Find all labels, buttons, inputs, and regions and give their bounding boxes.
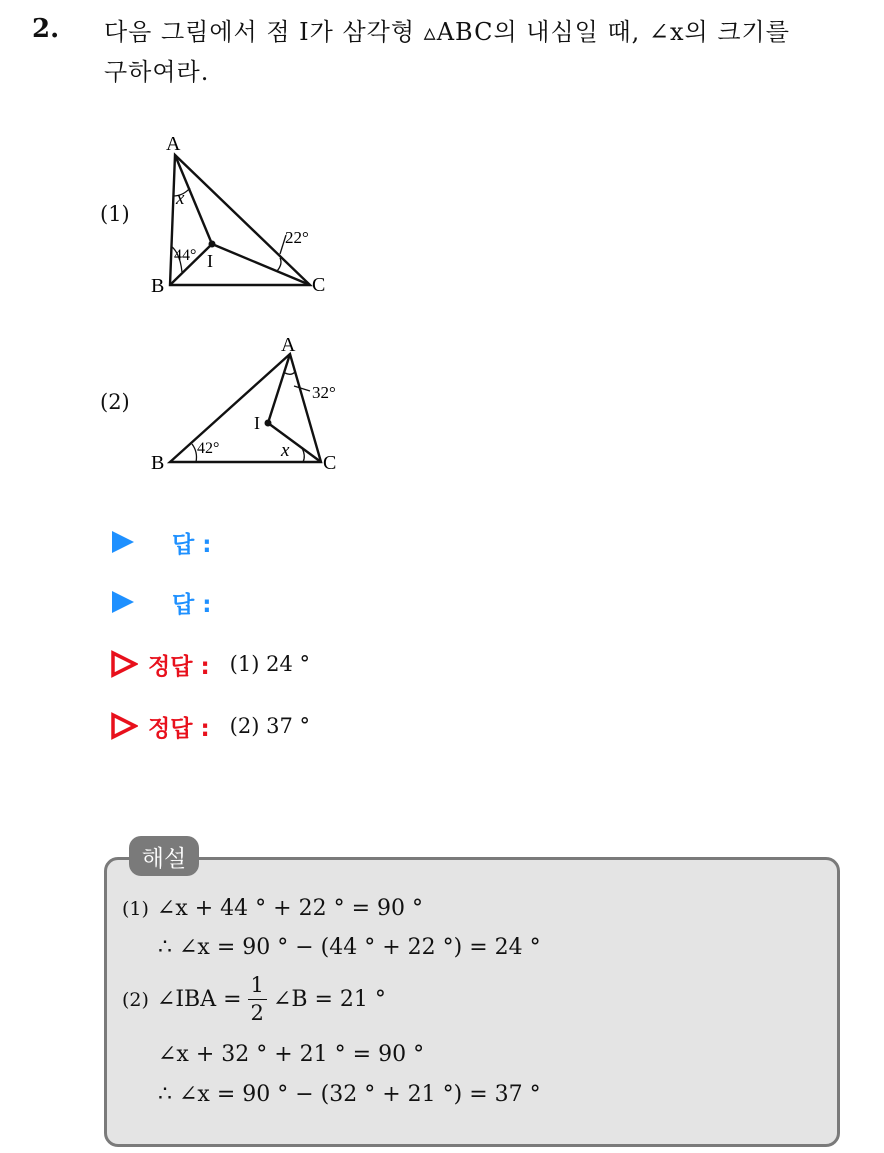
blue-play-icon [110, 589, 136, 615]
solution-p1-tag: (1) [122, 897, 149, 920]
figure2-label: (2) [100, 390, 130, 414]
figure2-bisector-c [268, 423, 321, 462]
solution-p1-line1 [122, 896, 423, 921]
solution-p2-eq1-pre: ∠IBA = [156, 987, 242, 1012]
figure2-incenter-label: I [254, 413, 260, 433]
figure1-arc-c [277, 258, 281, 271]
solution-p2-line2: ∠x + 32 ° + 21 ° = 90 ° [158, 1042, 425, 1067]
solution-p2-line1 [122, 975, 386, 1024]
answer-row-1 [110, 525, 211, 559]
figure1-vertex-b: B [151, 275, 165, 297]
fraction-denominator: 2 [250, 1001, 264, 1025]
figure2-vertex-a: A [281, 334, 296, 356]
red-outline-play-icon [110, 650, 138, 678]
solution-fraction [248, 975, 267, 1024]
figure2-vertex-c: C [323, 452, 337, 474]
figure1-diagram [140, 128, 370, 303]
solution-p2-tag: (2) [122, 988, 149, 1011]
answer-label-1: 답 : [172, 531, 212, 558]
figure2-vertex-b: B [151, 452, 165, 474]
correct-answer-row-1 [110, 647, 310, 681]
figure1-label: (1) [100, 202, 130, 226]
answer-label-2: 답 : [172, 591, 212, 618]
figure1-incenter-label: I [207, 251, 213, 271]
figure2-pointer [294, 386, 310, 391]
question-line-2: 구하여라. [104, 58, 210, 86]
figure1-vertex-a: A [166, 133, 181, 155]
blue-play-icon [110, 529, 136, 555]
figure2-diagram [140, 328, 370, 478]
figure1-bisector-c [212, 244, 310, 285]
correct-label-2: 정답 : [148, 715, 210, 742]
figure1-vertex-c: C [312, 274, 326, 296]
solution-p1-eq1: ∠x + 44 ° + 22 ° = 90 ° [156, 896, 423, 921]
figure1-angle-b: 44° [174, 247, 197, 264]
figure2-arc-b [192, 444, 197, 462]
question-line-1: 다음 그림에서 점 I가 삼각형 ▵ABC의 내심일 때, ∠x의 크기를 [104, 18, 790, 46]
correct-value-2: (2) 37 ° [229, 714, 310, 738]
answer-row-2 [110, 585, 211, 619]
question-number: 2. [32, 14, 60, 44]
figure1-incenter-dot [209, 241, 216, 248]
figure1-angle-c: 22° [285, 228, 309, 247]
question-text [104, 12, 864, 92]
figure2-angle-a: 32° [312, 383, 336, 402]
figure1-angle-x: x [176, 188, 185, 209]
figure2-incenter-dot [265, 420, 272, 427]
figure2-angle-b: 42° [197, 440, 220, 457]
red-outline-play-icon [110, 712, 138, 740]
solution-p2-line3: ∴ ∠x = 90 ° − (32 ° + 21 °) = 37 ° [158, 1082, 541, 1107]
solution-p2-eq1-post: ∠B = 21 ° [272, 987, 386, 1012]
figure2-arc-a [285, 372, 295, 374]
correct-value-1: (1) 24 ° [229, 652, 310, 676]
fraction-numerator: 1 [248, 975, 267, 1000]
solution-p1-line2: ∴ ∠x = 90 ° − (44 ° + 22 °) = 24 ° [158, 935, 541, 960]
correct-answer-row-2 [110, 709, 310, 743]
figure2-angle-x: x [281, 440, 290, 461]
solution-title: 해설 [129, 836, 199, 876]
correct-label-1: 정답 : [148, 653, 210, 680]
